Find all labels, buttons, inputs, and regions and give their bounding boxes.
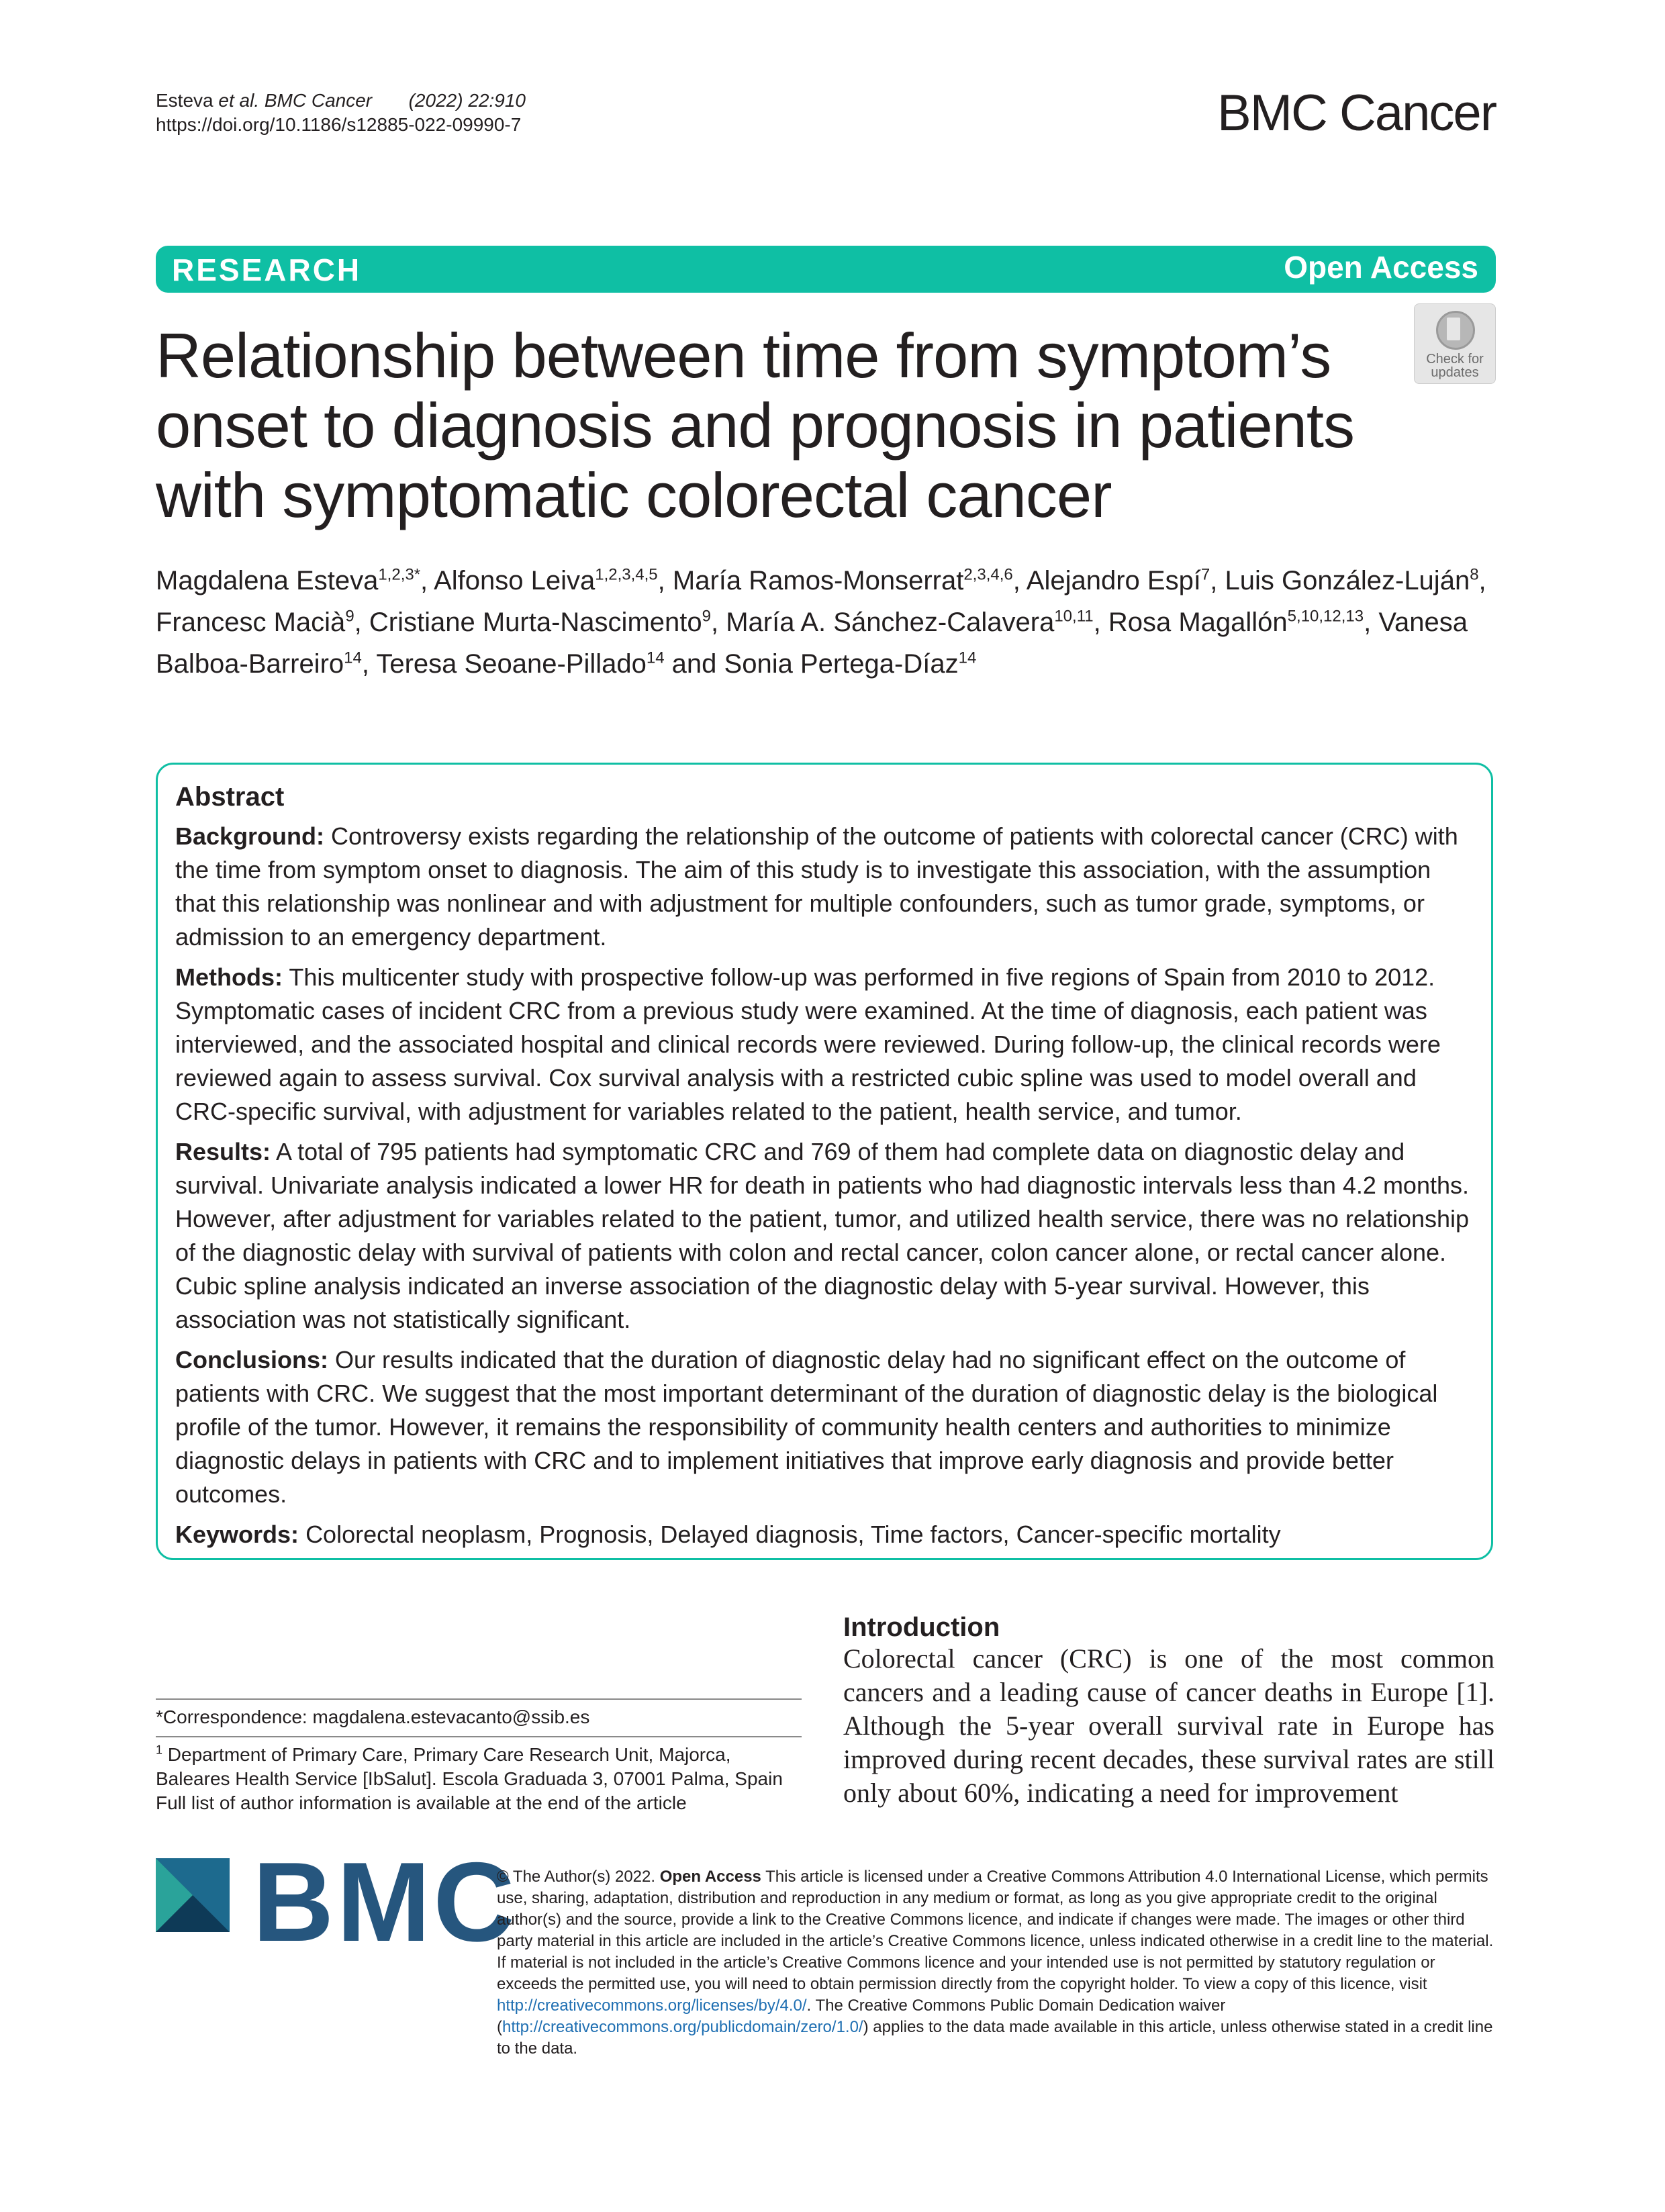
author-affiliation-sup: 1,2,3,4,5	[595, 565, 658, 584]
affiliation-text	[156, 1743, 802, 1791]
article-title: Relationship between time from symptom’s onset to diagnosis and prognosis in patients with symptomatic colorectal cancer	[156, 320, 1355, 530]
affiliation-body: Department of Primary Care, Primary Care Research Unit, Majorca, Baleares Health Service [IbSalut]. Escola Graduada 3, 07001 Palma, Spain	[156, 1744, 783, 1789]
abstract-section	[175, 1518, 1471, 1551]
author-name: Magdalena Esteva	[156, 566, 379, 595]
citation-journal: et al. BMC Cancer	[218, 90, 373, 111]
author-affiliation-sup: 9	[345, 607, 354, 626]
license-statement	[497, 1866, 1497, 2060]
license-body-2: . The Creative Commons Public Domain Dedication waiver (	[497, 1997, 1226, 2036]
author-name: Sonia Pertega‑Díaz	[724, 649, 959, 679]
author	[156, 608, 354, 637]
author	[673, 566, 1013, 595]
correspondence: *Correspondence: magdalena.estevacanto@ssib.es	[156, 1706, 590, 1727]
author-affiliation-sup: 2,3,4,6	[963, 565, 1013, 584]
citation-line	[156, 89, 526, 113]
author-name: Francesc Macià	[156, 608, 346, 637]
abstract-section-text: Our results indicated that the duration of diagnostic delay had no significant effect on the outcome of patients with CRC. We suggest that the most important determinant of the duration of diagnostic delay is the biological profile of the tumor. However, it remains the responsibility of community health centers and authorities to minimize diagnostic delays in patients with CRC and to implement initiatives that improve early diagnosis and provide better outcomes.	[175, 1346, 1438, 1508]
license-link-cc-by[interactable]: http://creativecommons.org/licenses/by/4.0/	[497, 1997, 807, 2015]
crossmark-line1: Check for	[1426, 352, 1484, 367]
affiliation	[156, 1743, 802, 1815]
citation	[156, 89, 526, 137]
author-name: María Ramos‑Monserrat	[672, 566, 964, 595]
article-type-bar	[156, 246, 1496, 293]
introduction-heading: Introduction	[843, 1613, 1000, 1642]
author-name: Teresa Seoane‑Pillado	[376, 649, 647, 679]
license-copyright: © The Author(s) 2022.	[497, 1868, 660, 1886]
citation-year: (2022) 22:910	[408, 90, 526, 111]
author	[376, 649, 664, 679]
abstract-section-label: Conclusions:	[175, 1346, 329, 1374]
author	[724, 649, 977, 679]
doi-link[interactable]: https://doi.org/10.1186/s12885-022-09990-7	[156, 114, 522, 135]
abstract-section-label: Methods:	[175, 963, 283, 991]
author	[1225, 566, 1479, 595]
open-access-label: Open Access	[1284, 250, 1478, 285]
author	[156, 566, 420, 595]
author	[1027, 566, 1210, 595]
crossmark-label	[1415, 352, 1495, 379]
journal-name: BMC Cancer	[1217, 85, 1496, 142]
affiliation-note: Full list of author information is available at the end of the article	[156, 1792, 687, 1813]
abstract-box	[156, 763, 1493, 1560]
check-for-updates-button[interactable]	[1414, 303, 1496, 384]
abstract-section-text: A total of 795 patients had symptomatic CRC and 769 of them had complete data on diagnostic delay and survival. Univariate analysis indicated a lower HR for death in patients who had diagnostic intervals less than 4.2 months. However, after adjustment for variables related to the patient, tumor, and utilized health service, there was no relationship of the diagnostic delay with survival of patients with colon and rectal cancer, colon cancer alone, or rectal cancer alone. Cubic spline analysis indicated an inverse association of the diagnostic delay with 5-year survival. However, this association was not statistically significant.	[175, 1138, 1470, 1333]
author-affiliation-sup: 10,11	[1054, 607, 1094, 626]
abstract-section-text: Controversy exists regarding the relationship of the outcome of patients with colorectal cancer (CRC) with the time from symptom onset to diagnosis. The aim of this study is to investigate this association, with the assumption that this relationship was nonlinear and with adjustment for multiple confounders, such as tumor grade, symptoms, or admission to an emergency department.	[175, 822, 1458, 951]
license-open-access: Open Access	[659, 1868, 761, 1886]
author-name: Alejandro Espí	[1026, 566, 1201, 595]
abstract-section	[175, 961, 1471, 1128]
license-body: This article is licensed under a Creative Commons Attribution 4.0 International License, which permits use, sharing, adaptation, distribution and reproduction in any medium or format, as long as you give appropriate credit to the original author(s) and the source, provide a link to the Creative Commons licence, and indicate if changes were made. The images or other third party material in this article are included in the article’s Creative Commons licence, unless indicated otherwise in a credit line to the material. If material is not included in the article’s Creative Commons licence and your intended use is not permitted by statutory regulation or exceeds the permitted use, you will need to obtain permission directly from the copyright holder. To view a copy of this licence, visit	[497, 1868, 1494, 1993]
abstract-section	[175, 820, 1471, 954]
abstract-section-label: Results:	[175, 1138, 271, 1165]
abstract-section	[175, 1135, 1471, 1337]
author-affiliation-sup: 7	[1200, 565, 1210, 584]
abstract-section-label: Background:	[175, 822, 325, 850]
abstract-section-label: Keywords:	[175, 1521, 299, 1548]
bmc-logo-text: BMC	[252, 1839, 518, 1965]
crossmark-icon	[1436, 311, 1475, 350]
crossmark-line2: updates	[1431, 365, 1479, 380]
author-affiliation-sup: 9	[702, 607, 711, 626]
license-link-cc0[interactable]: http://creativecommons.org/publicdomain/zero/1.0/	[502, 2018, 863, 2036]
author-affiliation-sup: 14	[958, 648, 977, 667]
article-type-label: RESEARCH	[172, 252, 362, 287]
abstract-section	[175, 1343, 1471, 1511]
author-name: Rosa Magallón	[1108, 608, 1288, 637]
affiliation-sup: 1	[156, 1743, 163, 1757]
author-name: Cristiane Murta‑Nascimento	[369, 608, 702, 637]
author	[369, 608, 711, 637]
author-affiliation-sup: 8	[1470, 565, 1479, 584]
author-affiliation-sup: 14	[646, 648, 665, 667]
abstract-section-text: Colorectal neoplasm, Prognosis, Delayed diagnosis, Time factors, Cancer-specific mortality	[305, 1521, 1281, 1548]
author-affiliation-sup: 5,10,12,13	[1287, 607, 1364, 626]
author-list: Magdalena Esteva$^{1,2,3*}$, Alfonso Leiva$^{1,2,3,4,5}$, María Ramos‑Monserrat$^{2,3,4,6}$, Alejandro Espí$^7$, Luis González‑Luján$^8$, Francesc Macià$^9$, Cristiane Murta‑Nascimento$^9$, María A. Sánchez‑Calavera$^{10,11}$, Rosa Magallón$^{5,10,12,13}$, Vanesa Balboa‑Barreiro$^{14}$, Teresa Seoane‑Pillado$^{14}$ and Sonia Pertega‑Díaz$^{14}$	[156, 565, 1486, 679]
author-name: Vanesa Balboa‑Barreiro	[156, 608, 1468, 679]
author-name: Alfonso Leiva	[434, 566, 596, 595]
footnote-divider	[156, 1736, 802, 1737]
author	[726, 608, 1093, 637]
abstract-heading: Abstract	[175, 782, 285, 812]
author	[1108, 608, 1364, 637]
abstract-section-text: This multicenter study with prospective follow-up was performed in five regions of Spain from 2010 to 2012. Symptomatic cases of incident CRC from a previous study were examined. At the time of diagnosis, each patient was interviewed, and the associated hospital and clinical records were reviewed. During follow-up, the clinical records were reviewed again to assess survival. Cox survival analysis with a restricted cubic spline was used to model overall and CRC-specific survival, with adjustment for variables related to the patient, health service, and tumor.	[175, 963, 1441, 1125]
introduction-paragraph: Colorectal cancer (CRC) is one of the most common cancers and a leading cause of cancer deaths in Europe [1]. Although the 5-year overall survival rate in Europe has improved during recent decades, these survival rates are still only about 60%, indicating a need for improvement	[843, 1643, 1494, 1808]
author-affiliation-sup: 14	[344, 648, 362, 667]
citation-author: Esteva	[156, 90, 219, 111]
license-body-3: ) applies to the data made available in this article, unless otherwise stated in a credit line to the data.	[497, 2018, 1493, 2058]
author-affiliation-sup: 1,2,3*	[378, 565, 421, 584]
author	[434, 566, 658, 595]
author-name: María A. Sánchez‑Calavera	[726, 608, 1055, 637]
abstract-sections	[175, 820, 1471, 1551]
author-name: Luis González‑Luján	[1225, 566, 1470, 595]
footnote-divider	[156, 1698, 802, 1700]
